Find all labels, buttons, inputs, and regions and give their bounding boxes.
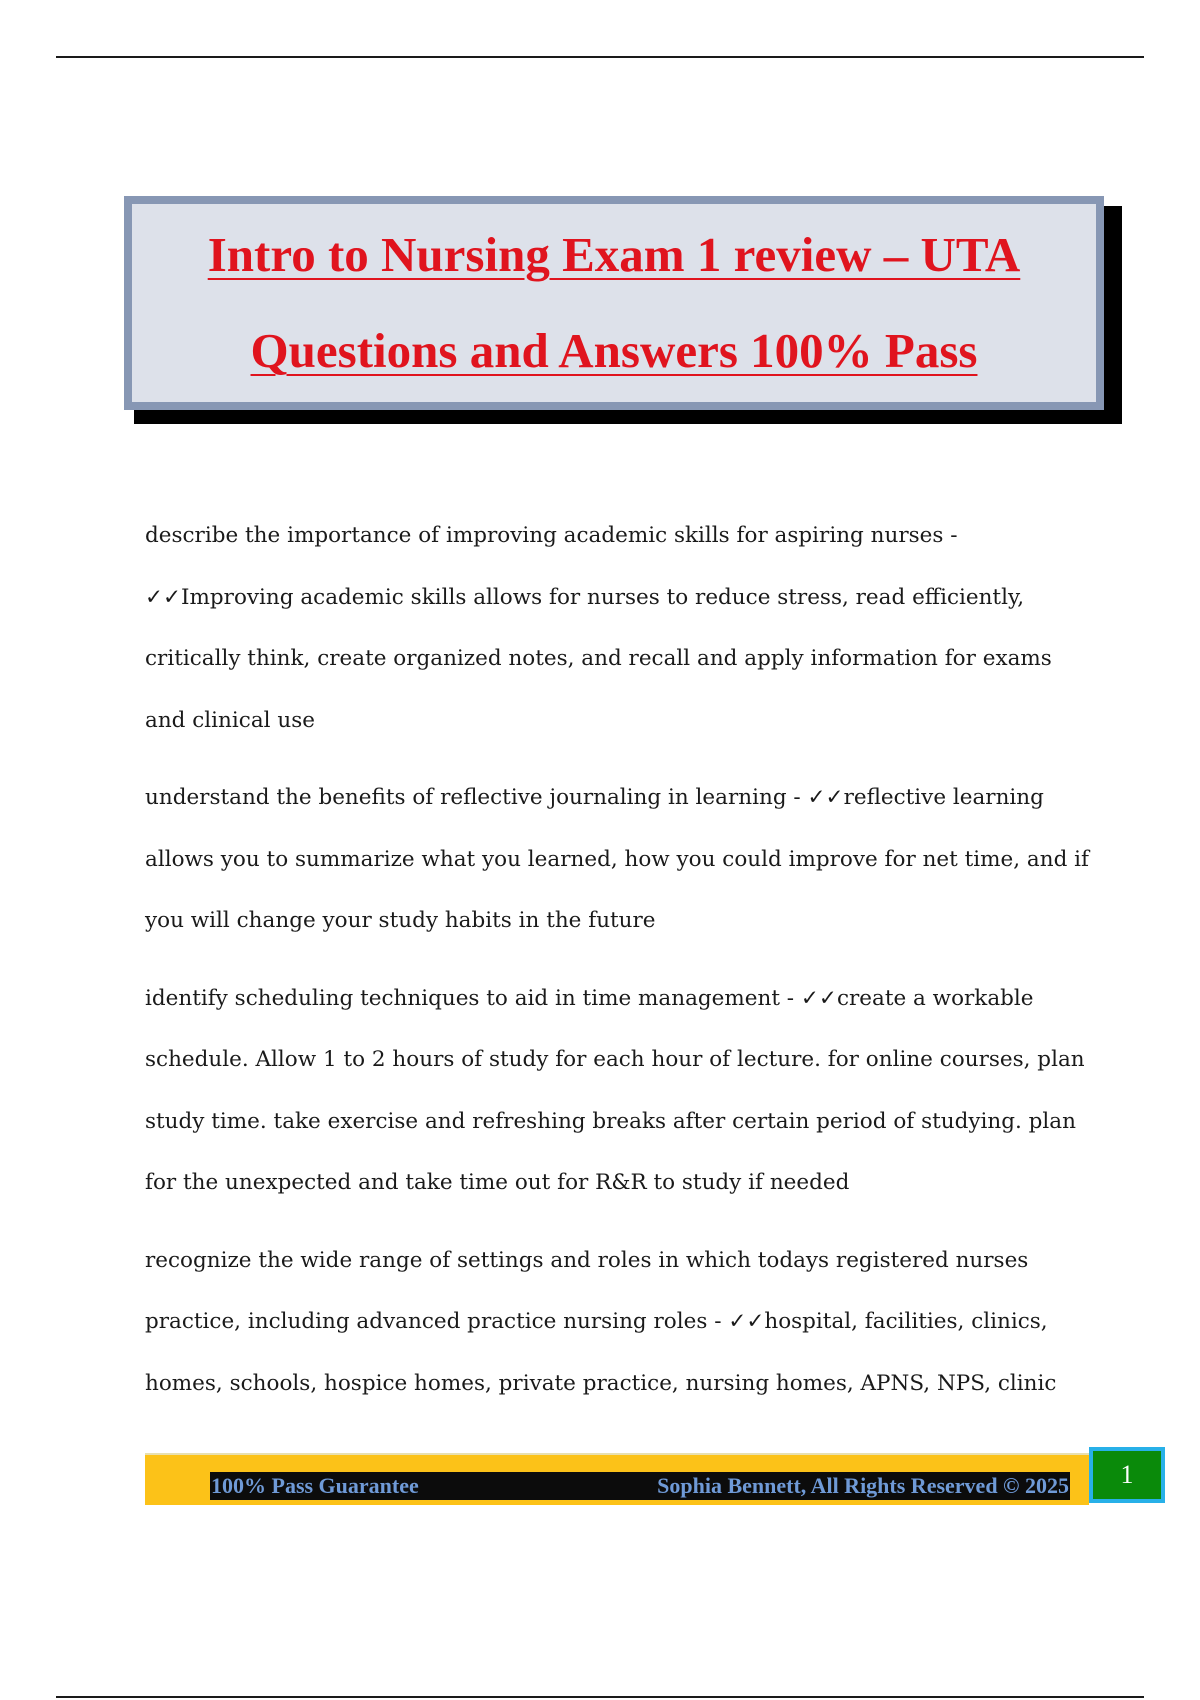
qa-item xyxy=(145,505,1095,751)
question-text: recognize the wide range of settings and roles in which todays registered nurses practice, including advanced practice nursing roles - xyxy=(145,1247,1029,1334)
qa-list xyxy=(145,505,1095,1430)
answer-text: Improving academic skills allows for nurses to reduce stress, read efficiently, critically think, create organized notes, and recall and apply information for exams and clinical use xyxy=(145,584,1052,733)
check-mark-icon: ✓✓ xyxy=(807,785,844,810)
question-text: understand the benefits of reflective journaling in learning - xyxy=(145,785,808,810)
check-mark-icon: ✓✓ xyxy=(145,584,182,610)
question-text: describe the importance of improving academic skills for aspiring nurses - xyxy=(145,523,958,548)
page-number: 1 xyxy=(1120,1460,1134,1489)
check-mark-icon: ✓✓ xyxy=(800,985,837,1011)
bottom-rule xyxy=(56,1696,1144,1698)
qa-item xyxy=(145,968,1095,1214)
footer-right-text: Sophia Bennett, All Rights Reserved © 2025 xyxy=(657,1473,1069,1498)
answer-text: create a workable schedule. Allow 1 to 2 hours of study for each hour of lecture. for online courses, plan study time. take exercise and refreshing breaks after certain period of studying. plan for the unexpected and take time out for R&R to study if needed xyxy=(145,985,1085,1195)
qa-item xyxy=(145,1230,1095,1415)
answer-text: hospital, facilities, clinics, homes, schools, hospice homes, private practice, nursing homes, APNS, NPS, clinic xyxy=(145,1309,1057,1396)
title-line-1: Intro to Nursing Exam 1 review – UTA xyxy=(207,227,1021,282)
top-rule xyxy=(56,56,1144,58)
check-mark-icon: ✓✓ xyxy=(728,1309,765,1334)
qa-item xyxy=(145,767,1095,952)
footer-bar xyxy=(210,1472,1070,1500)
question-text: identify scheduling techniques to aid in time management - xyxy=(145,985,801,1011)
title-box xyxy=(124,196,1104,410)
title-line-2: Questions and Answers 100% Pass xyxy=(250,323,978,378)
page-number-box xyxy=(1089,1447,1165,1503)
footer-left-text: 100% Pass Guarantee xyxy=(211,1473,419,1498)
answer-text: reflective learning allows you to summarize what you learned, how you could improve for net time, and if you will change your study habits in the future xyxy=(145,785,1090,933)
